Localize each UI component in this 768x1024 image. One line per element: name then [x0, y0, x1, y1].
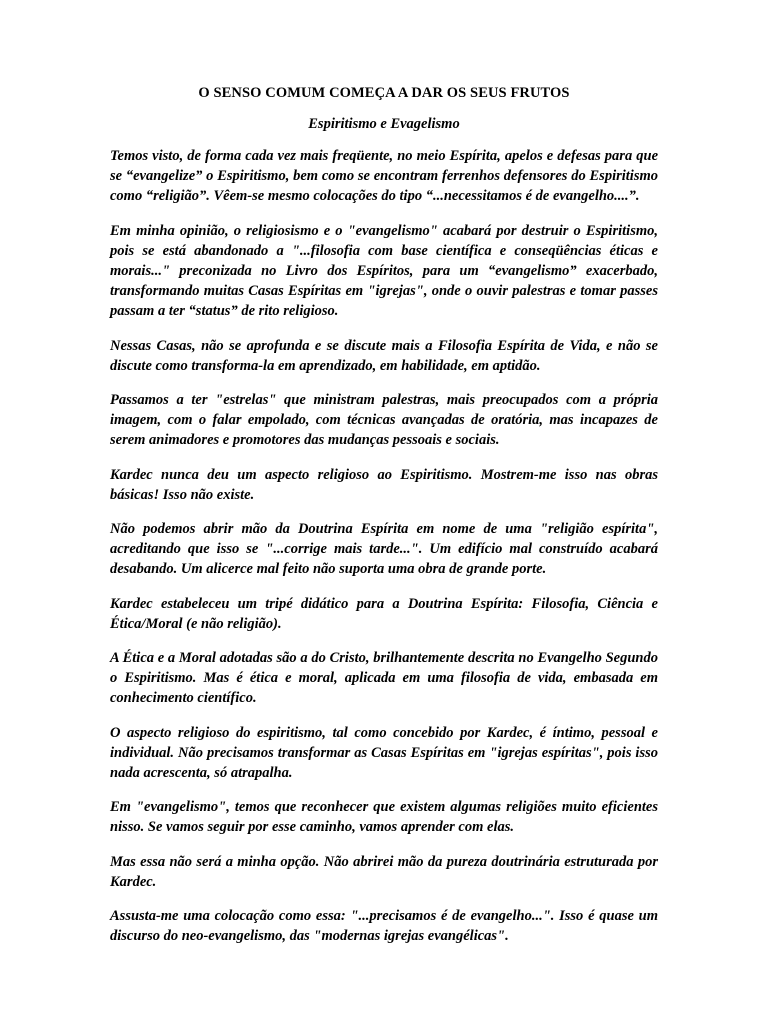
- paragraph: Kardec estabeleceu um tripé didático para a Doutrina Espírita: Filosofia, Ciência e Ética/Moral (e não religião).: [110, 595, 658, 632]
- paragraph: A Ética e a Moral adotadas são a do Cristo, brilhantemente descrita no Evangelho Segundo o Espiritismo. Mas é ética e moral, aplicada em uma filosofia de vida, embasada em conhecimento científico.: [110, 650, 658, 707]
- document-title: O SENSO COMUM COMEÇA A DAR OS SEUS FRUTOS: [198, 85, 570, 101]
- paragraph: Mas essa não será a minha opção. Não abrirei mão da pureza doutrinária estruturada por Kardec.: [110, 853, 658, 890]
- paragraph: Assusta-me uma colocação como essa: "...precisamos é de evangelho...". Isso é quase um discurso do neo-evangelismo, das "modernas igrejas evangélicas".: [110, 908, 658, 945]
- paragraph: Nessas Casas, não se aprofunda e se discute mais a Filosofia Espírita de Vida, e não se discute como transforma-la em aprendizado, em habilidade, em aptidão.: [110, 337, 658, 374]
- document-page: [110, 84, 658, 961]
- paragraph: Temos visto, de forma cada vez mais freqüente, no meio Espírita, apelos e defesas para que se “evangelize” o Espiritismo, bem como se encontram ferrenhos defensores do Espiritismo como “religião”. Vêem-se mesmo colocações do tipo “...necessitamos é de evangelho....”.: [110, 148, 658, 205]
- paragraph: O aspecto religioso do espiritismo, tal como concebido por Kardec, é íntimo, pessoal e individual. Não precisamos transformar as Casas Espíritas em "igrejas espíritas", pois isso nada acrescenta, só atrapalha.: [110, 724, 658, 782]
- paragraph: Em "evangelismo", temos que reconhecer que existem algumas religiões muito eficientes nisso. Se vamos seguir por esse caminho, vamos aprender com elas.: [110, 799, 658, 836]
- paragraph: Em minha opinião, o religiosismo e o "evangelismo" acabará por destruir o Espiritismo, pois se está abandonado a "...filosofia com base científica e conseqüências éticas e morais..." preconizada no Livro dos Espíritos, para um “evangelismo” exacerbado, transformando muitas Casas Espíritas em "igrejas", onde o ouvir palestras e tomar passes passam a ter “status” de rito religioso.: [110, 222, 658, 320]
- document-subtitle: Espiritismo e Evagelismo: [308, 116, 460, 132]
- paragraph: Passamos a ter "estrelas" que ministram palestras, mais preocupados com a própria imagem, com o falar empolado, com técnicas avançadas de oratória, mas incapazes de serem animadores e promotores das mudanças pessoais e sociais.: [110, 392, 658, 449]
- paragraph: Kardec nunca deu um aspecto religioso ao Espiritismo. Mostrem-me isso nas obras básicas! Isso não existe.: [110, 466, 658, 503]
- paragraph: Não podemos abrir mão da Doutrina Espírita em nome de uma "religião espírita", acreditando que isso se "...corrige mais tarde...". Um edifício mal construído acabará desabando. Um alicerce mal feito não suporta uma obra de grande porte.: [110, 521, 658, 578]
